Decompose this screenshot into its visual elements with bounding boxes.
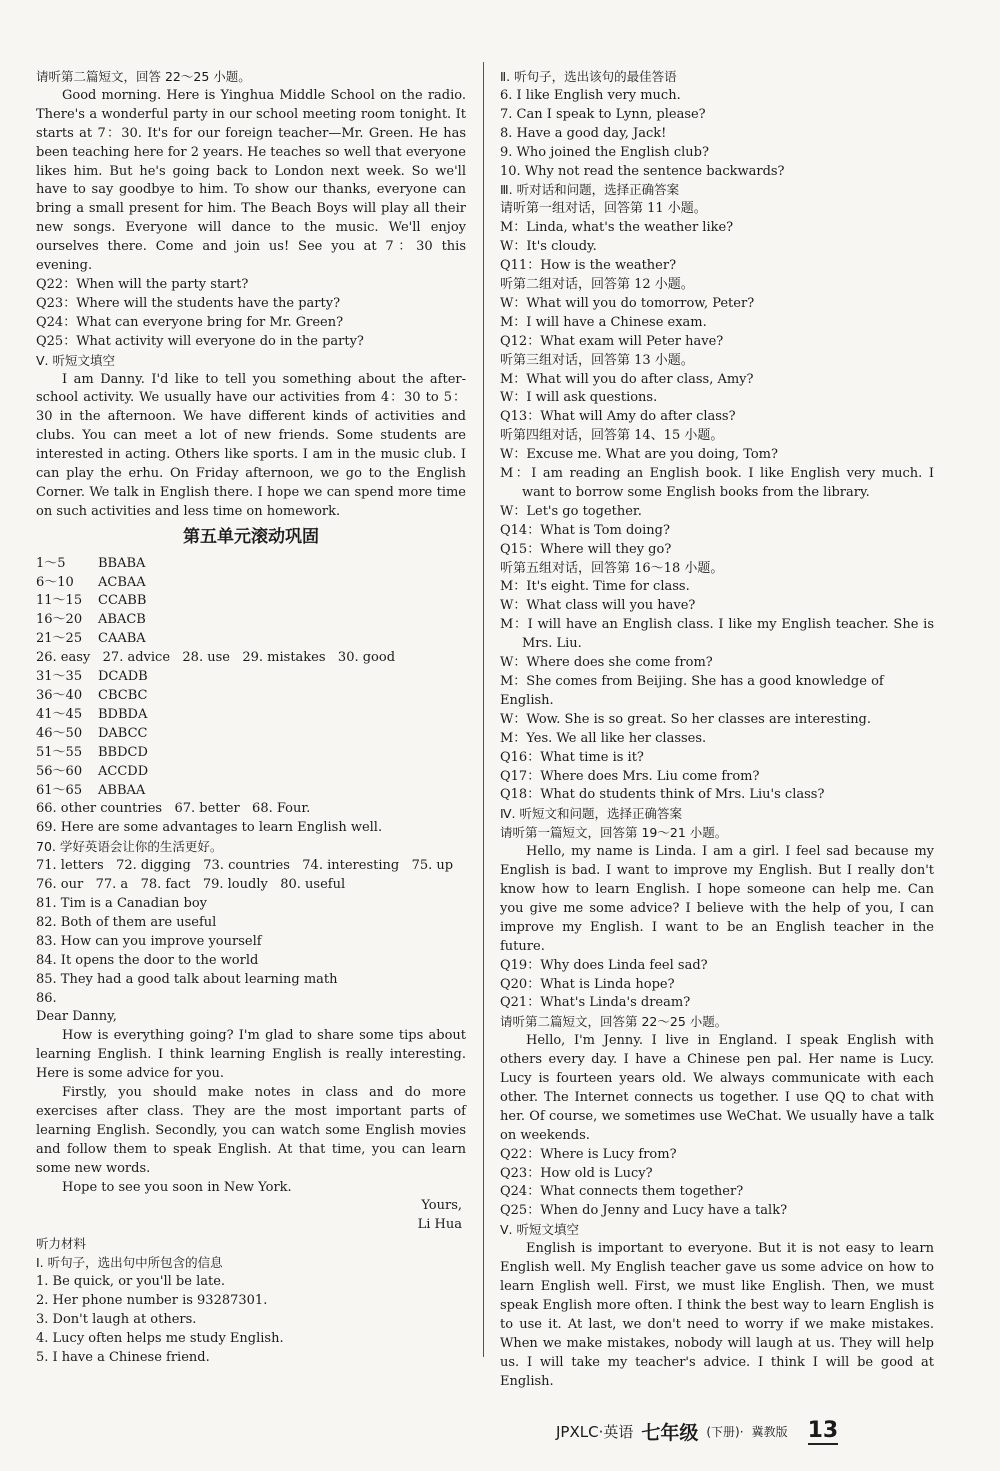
- answer-line: 81. Tim is a Canadian boy: [36, 895, 207, 911]
- answer-row: [36, 592, 466, 611]
- dialog-line: Q12：What exam will Peter have?: [500, 333, 724, 349]
- dialog-line: Q18：What do students think of Mrs. Liu's class?: [500, 787, 825, 803]
- answer-line: 76. our 77. a 78. fact 79. loudly 80. useful: [36, 877, 346, 893]
- dialog-line: W：I will ask questions.: [500, 390, 658, 406]
- sentence-item: 9. Who joined the English club?: [500, 144, 709, 160]
- question: Q24：What can everyone bring for Mr. Green?: [36, 314, 344, 330]
- page-number: 13: [807, 1417, 839, 1443]
- sentence-item: 2. Her phone number is 93287301.: [36, 1293, 268, 1308]
- sentence-item: 5. I have a Chinese friend.: [36, 1349, 210, 1365]
- answer-line: 85. They had a good talk about learning math: [36, 971, 338, 987]
- dialog-line: M：Yes. We all like her classes.: [500, 730, 707, 746]
- section-subheading: 请听第二篇短文，回答第 22～25 小题。: [500, 1014, 728, 1030]
- answer-value: CCABB: [98, 593, 147, 609]
- question-list: [36, 276, 466, 352]
- dialog-line: M：I am reading an English book. I like English very much. I want to borrow some English books from the library.: [500, 466, 934, 500]
- dialog-line: W：Let's go together.: [500, 503, 642, 519]
- passage-advice: English is important to everyone. But it is not easy to learn English well. My English teacher gave us some advice on how to learn English well. First, we must like English. Then, we must speak English more often. I think the best way to learn English is to use it. At last, we don't need to worry if we make mistakes. When we make mistakes, nobody will laugh at us. They will help us. I will take my teacher's advice. I think I will be good at English.: [500, 1241, 934, 1389]
- answer-value: BBDCD: [98, 744, 148, 760]
- question: Q20：What is Linda hope?: [500, 976, 675, 992]
- answer-value: ABBAA: [98, 782, 146, 798]
- letter-closing: Yours,: [421, 1198, 462, 1214]
- question: Q23：Where will the students have the party?: [36, 295, 341, 311]
- question: Q22：Where is Lucy from?: [500, 1146, 677, 1162]
- question: Q25：When do Jenny and Lucy have a talk?: [500, 1203, 788, 1219]
- answer-line: 26. easy 27. advice 28. use 29. mistakes 30. good: [36, 650, 396, 666]
- question: Q19：Why does Linda feel sad?: [500, 957, 708, 973]
- dialog-line: 听第五组对话，回答第 16～18 小题。: [500, 560, 724, 576]
- answer-line: 70. 学好英语会让你的生活更好。: [36, 839, 223, 855]
- answer-range: 1～5: [36, 555, 66, 571]
- answer-range: 41～45: [36, 706, 83, 722]
- letter-paragraph: Firstly, you should make notes in class and do more exercises after class. They are the most important parts of learning English. Secondly, you can watch some English movies and follow them to speak English. At that time, you can learn some new words.: [36, 1085, 466, 1176]
- answer-row: [36, 668, 466, 687]
- dialog-line: M：I will have a Chinese exam.: [500, 314, 707, 330]
- dialog-line: W：Wow. She is so great. So her classes are interesting.: [500, 711, 872, 727]
- question: Q25：What activity will everyone do in the party?: [36, 333, 364, 349]
- answer-value: ABACB: [98, 612, 146, 628]
- answer-range: 61～65: [36, 782, 83, 798]
- dialog-line: W：Where does she come from?: [500, 655, 713, 671]
- answer-range: 16～20: [36, 612, 83, 628]
- dialog-line: M：What will you do after class, Amy?: [500, 371, 754, 387]
- passage-linda: Hello, my name is Linda. I am a girl. I feel sad because my English is bad. I want to improve my English. But I really don't know how to learn English. I hope someone can help me. Can you give me some advice? I believe with the help of you, I can improve my English. I want to be an English teacher in the future.: [500, 844, 934, 954]
- answer-row: [36, 555, 466, 574]
- letter-paragraph: How is everything going? I'm glad to share some tips about learning English. I think learning English is really interesting. Here is some advice for you.: [36, 1028, 466, 1082]
- dialog-line: Q14：What is Tom doing?: [500, 522, 670, 538]
- sentence-item: 4. Lucy often helps me study English.: [36, 1330, 284, 1346]
- dialog-line: M：She comes from Beijing. She has a good knowledge of English.: [500, 674, 888, 708]
- letter-paragraph: Hope to see you soon in New York.: [62, 1179, 292, 1195]
- sentence-item: 6. I like English very much.: [500, 87, 681, 103]
- answer-line: 71. letters 72. digging 73. countries 74. interesting 75. up: [36, 858, 454, 874]
- dialog-line: Q13：What will Amy do after class?: [500, 409, 736, 425]
- page-footer: [556, 1416, 936, 1446]
- answer-line: 83. How can you improve yourself: [36, 933, 262, 949]
- dialog-line: 听第四组对话，回答第 14、15 小题。: [500, 428, 724, 444]
- answer-value: DCADB: [98, 669, 148, 685]
- dialog-line: Q16：What time is it?: [500, 749, 644, 765]
- answer-value: CBCBC: [98, 688, 148, 703]
- sentence-item: 3. Don't laugh at others.: [36, 1311, 197, 1327]
- sentence-item: 1. Be quick, or you'll be late.: [36, 1274, 226, 1290]
- answer-range: 51～55: [36, 744, 83, 760]
- section-heading: Ⅰ. 听句子，选出句中所包含的信息: [36, 1255, 223, 1271]
- dialog-line: 听第三组对话，回答第 13 小题。: [500, 352, 694, 368]
- dialog-line: W：What class will you have?: [500, 598, 696, 614]
- section-subheading: 请听第一篇短文，回答第 19～21 小题。: [500, 825, 728, 841]
- section-heading: Ⅲ. 听对话和问题，选择正确答案: [500, 182, 680, 198]
- answer-range: 31～35: [36, 669, 83, 685]
- answer-range: 46～50: [36, 725, 83, 741]
- answer-value: BBABA: [98, 555, 146, 571]
- answer-value: ACBAA: [98, 574, 146, 590]
- sample-letter: [36, 1008, 466, 1235]
- letter-greeting: Dear Danny,: [36, 1009, 117, 1025]
- sentence-item: 8. Have a good day, Jack!: [500, 125, 667, 141]
- sentence-item: 10. Why not read the sentence backwards?: [500, 163, 785, 179]
- answer-value: BDBDA: [98, 706, 148, 722]
- section-heading: Ⅳ. 听短文和问题，选择正确答案: [500, 806, 682, 822]
- answer-range: 21～25: [36, 631, 83, 647]
- dialog-line: 听第二组对话，回答第 12 小题。: [500, 276, 694, 292]
- volume-label: (下册)·: [706, 1424, 744, 1439]
- answer-list: [36, 555, 466, 1009]
- dialog-line: W：Excuse me. What are you doing, Tom?: [500, 447, 778, 463]
- answer-line: 66. other countries 67. better 68. Four.: [36, 801, 311, 817]
- answer-row: [36, 574, 466, 593]
- answer-row: [36, 763, 466, 782]
- dialog-line: Q11：How is the weather?: [500, 258, 677, 274]
- listening-title: 听力材料: [36, 1236, 87, 1252]
- answer-row: [36, 687, 466, 706]
- unit-title: 第五单元滚动巩固: [183, 526, 319, 547]
- dialog-line: M：I will have an English class. I like my English teacher. She is Mrs. Liu.: [500, 617, 934, 652]
- answer-value: CAABA: [98, 631, 146, 647]
- grade-label: 七年级: [641, 1421, 699, 1444]
- dialog-line: W：What will you do tomorrow, Peter?: [500, 295, 755, 311]
- answer-line: 84. It opens the door to the world: [36, 952, 259, 968]
- answer-row: [36, 611, 466, 630]
- dialog-line: W：It's cloudy.: [500, 239, 597, 255]
- answer-line: 69. Here are some advantages to learn English well.: [36, 820, 383, 836]
- answer-range: 56～60: [36, 763, 83, 779]
- answer-value: DABCC: [98, 725, 148, 741]
- dialog-line: M：It's eight. Time for class.: [500, 579, 690, 595]
- passage-danny: I am Danny. I'd like to tell you something about the after-school activity. We usually have our activities from 4：30 to 5：30 in the afternoon. We have different kinds of activities and clubs. You can meet a lot of new friends. Some students are interested in acting. Others like sports. I am in the music club. I can play the erhu. On Friday afternoon, we go to the English Corner. We talk in English there. I hope we can spend more time on such activities and less time on homework.: [36, 371, 466, 519]
- answer-line: 82. Both of them are useful: [36, 914, 217, 930]
- book-code: JPXLC·英语: [556, 1422, 634, 1441]
- passage-jenny: Hello, I'm Jenny. I live in England. I speak English with others every day. I have a Chinese pen pal. Her name is Lucy. Lucy is fourteen years old. We always communicate with each other. The Internet connects us together. I use QQ to chat with her. Of course, we sometimes use WeChat. We usually have a talk on weekends.: [500, 1033, 934, 1143]
- answer-value: ACCDD: [98, 763, 149, 779]
- passage-party: Good morning. Here is Yinghua Middle School on the radio. There's a wonderful party in our school meeting room tonight. It starts at 7：30. It's for our foreign teacher—Mr. Green. He has been teaching here for 2 years. He teaches so well that everyone likes him. But he's going back to London next week. So we'll have to say goodbye to him. To show our thanks, everyone can bring a small present for him. The Beach Boys will play all their new songs. Everyone will dance to the music. We'll enjoy ourselves there. Come and join us! See you at 7：30 this evening.: [36, 87, 466, 274]
- sentence-item: 7. Can I speak to Lynn, please?: [500, 106, 706, 122]
- column-divider: [483, 62, 484, 1357]
- answer-range: 11～15: [36, 593, 83, 609]
- section-heading: Ⅱ. 听句子，选出该句的最佳答语: [500, 69, 677, 84]
- answer-row: [36, 630, 466, 649]
- question: Q23：How old is Lucy?: [500, 1165, 653, 1181]
- answer-row: [36, 744, 466, 763]
- answer-line: 86.: [36, 990, 57, 1006]
- question: Q21：What's Linda's dream?: [500, 995, 691, 1011]
- left-column: [36, 68, 466, 1368]
- section-heading: Ⅴ. 听短文填空: [500, 1222, 579, 1238]
- dialog-line: Q17：Where does Mrs. Liu come from?: [500, 768, 760, 784]
- edition-label: 冀教版: [751, 1424, 788, 1439]
- right-column: [500, 68, 934, 1391]
- answer-row: [36, 725, 466, 744]
- dialog-line: M：Linda, what's the weather like?: [500, 220, 734, 236]
- question: Q22：When will the party start?: [36, 276, 249, 292]
- answer-row: [36, 706, 466, 725]
- answer-row: [36, 782, 466, 801]
- dialog-line: Q15：Where will they go?: [500, 541, 672, 557]
- question: Q24：What connects them together?: [500, 1184, 744, 1200]
- section-heading: Ⅴ. 听短文填空: [36, 352, 115, 368]
- section-heading: 请听第二篇短文，回答 22～25 小题。: [36, 69, 251, 84]
- answer-range: 36～40: [36, 688, 83, 703]
- answer-range: 6～10: [36, 574, 74, 590]
- dialog-line: 请听第一组对话，回答第 11 小题。: [500, 201, 707, 217]
- letter-signature: Li Hua: [417, 1217, 462, 1233]
